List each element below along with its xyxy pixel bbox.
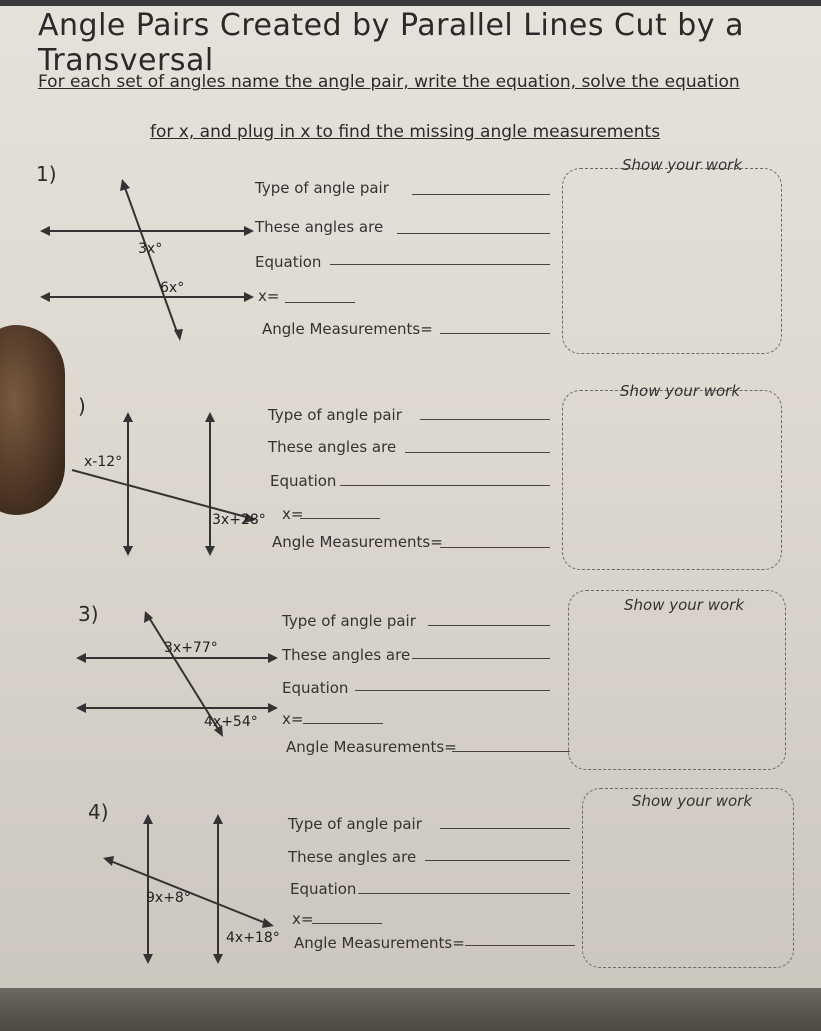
problem-3-measure-label: Angle Measurements=: [286, 738, 457, 756]
problem-3-diagram: [76, 610, 296, 750]
problem-2-show-work: Show your work: [620, 382, 741, 400]
problem-4-x-blank[interactable]: [312, 923, 382, 924]
problem-1-measure-blank[interactable]: [440, 333, 550, 334]
problem-3-x-label: x=: [282, 710, 304, 728]
problem-1-type-blank[interactable]: [412, 194, 550, 195]
problem-2-equation-label: Equation: [270, 472, 337, 490]
problem-1-work-box[interactable]: [562, 168, 782, 354]
problem-2-measure-blank[interactable]: [440, 547, 550, 548]
problem-3-work-box[interactable]: [568, 590, 786, 770]
problem-4-type-blank[interactable]: [440, 828, 570, 829]
problem-3-angle-a: 3x+77°: [164, 640, 218, 656]
problem-2-these-blank[interactable]: [405, 452, 550, 453]
problem-3-number: 3): [78, 602, 99, 626]
problem-2-measure-label: Angle Measurements=: [272, 533, 443, 551]
top-border: [0, 0, 821, 6]
problem-2-x-blank[interactable]: [300, 518, 380, 519]
problem-4-type-label: Type of angle pair: [288, 815, 422, 833]
problem-3-type-blank[interactable]: [428, 625, 550, 626]
problem-1-diagram: [40, 175, 260, 345]
problem-4-work-box[interactable]: [582, 788, 794, 968]
problem-3-these-blank[interactable]: [412, 658, 550, 659]
problem-2-type-label: Type of angle pair: [268, 406, 402, 424]
problem-4-measure-label: Angle Measurements=: [294, 934, 465, 952]
problem-4-equation-label: Equation: [290, 880, 357, 898]
problem-2-angle-a: x-12°: [84, 454, 123, 470]
problem-4-these-label: These angles are: [288, 848, 417, 866]
problem-4-angle-b: 4x+18°: [226, 930, 280, 946]
problem-1-number: 1): [36, 162, 57, 186]
problem-3-equation-blank[interactable]: [355, 690, 550, 691]
problem-4-angle-a: 9x+8°: [146, 890, 191, 906]
problem-3-angle-b: 4x+54°: [204, 714, 258, 730]
problem-3-measure-blank[interactable]: [452, 751, 570, 752]
problem-3-x-blank[interactable]: [303, 723, 383, 724]
problem-3-show-work: Show your work: [624, 596, 745, 614]
problem-2-diagram: [70, 410, 280, 560]
instructions-line-2: for x, and plug in x to find the missing angle measurements: [150, 122, 661, 142]
problem-3-equation-label: Equation: [282, 679, 349, 697]
problem-4-number: 4): [88, 800, 109, 824]
problem-3-type-label: Type of angle pair: [282, 612, 416, 630]
problem-4-measure-blank[interactable]: [465, 945, 575, 946]
table-edge-bottom: [0, 988, 821, 1031]
problem-2-x-label: x=: [282, 505, 304, 523]
problem-4-x-label: x=: [292, 910, 314, 928]
problem-2-equation-blank[interactable]: [340, 485, 550, 486]
problem-1-x-blank[interactable]: [285, 302, 355, 303]
problem-2-these-label: These angles are: [268, 438, 397, 456]
problem-1-angle-b: 6x°: [160, 280, 185, 296]
problem-4-diagram: [100, 812, 300, 972]
problem-1-equation-blank[interactable]: [330, 264, 550, 265]
thumb-photo-occlusion: [0, 325, 65, 515]
problem-2-angle-b: 3x+28°: [212, 512, 266, 528]
problem-3-these-label: These angles are: [282, 646, 411, 664]
problem-1-these-blank[interactable]: [397, 233, 550, 234]
problem-2-number: ): [78, 394, 86, 418]
problem-2-type-blank[interactable]: [420, 419, 550, 420]
problem-1-x-label: x=: [258, 287, 280, 305]
problem-4-show-work: Show your work: [632, 792, 753, 810]
problem-4-equation-blank[interactable]: [358, 893, 570, 894]
problem-1-these-label: These angles are: [255, 218, 384, 236]
problem-1-angle-a: 3x°: [138, 241, 163, 257]
problem-1-show-work: Show your work: [622, 156, 743, 174]
problem-4-these-blank[interactable]: [425, 860, 570, 861]
problem-1-equation-label: Equation: [255, 253, 322, 271]
worksheet-title: Angle Pairs Created by Parallel Lines Cut by a Transversal: [38, 8, 744, 78]
instructions-line-1: For each set of angles name the angle pair, write the equation, solve the equation: [38, 72, 740, 92]
problem-2-work-box[interactable]: [562, 390, 782, 570]
problem-1-type-label: Type of angle pair: [255, 179, 389, 197]
problem-1-measure-label: Angle Measurements=: [262, 320, 433, 338]
